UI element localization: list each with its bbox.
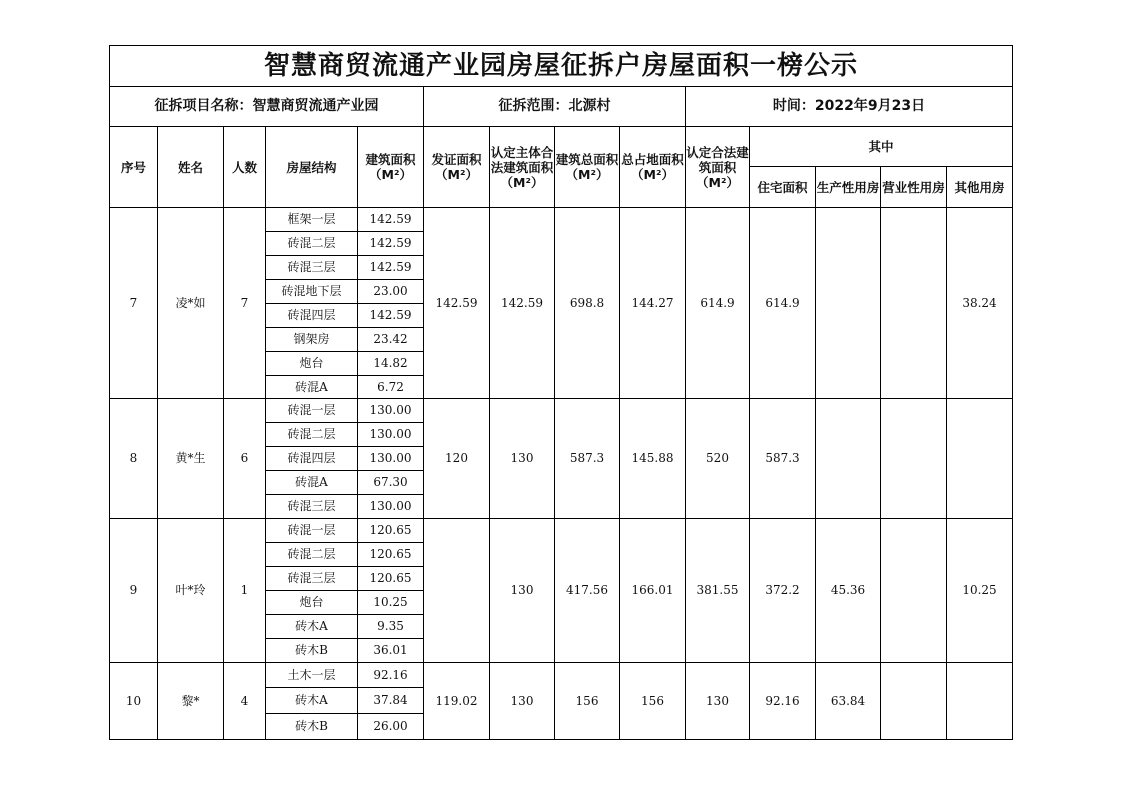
business-cell <box>881 663 947 740</box>
header-other: 其他用房 <box>947 167 1013 208</box>
total-area-cell: 587.3 <box>555 399 620 519</box>
page-title: 智慧商贸流通产业园房屋征拆户房屋面积一榜公示 <box>110 46 1013 87</box>
area-cell: 130.00 <box>358 399 424 423</box>
production-cell <box>816 208 881 399</box>
area-cell: 67.30 <box>358 471 424 495</box>
structure-cell: 砖混地下层 <box>266 280 358 304</box>
area-cell: 142.59 <box>358 304 424 328</box>
main-legal-cell: 130 <box>490 519 555 663</box>
structure-cell: 砖木A <box>266 615 358 639</box>
header-area: 建筑面积（M²） <box>358 127 424 208</box>
structure-cell: 砖混四层 <box>266 304 358 328</box>
header-cert-area: 发证面积（M²） <box>424 127 490 208</box>
project-name: 征拆项目名称：智慧商贸流通产业园 <box>110 87 424 127</box>
structure-cell: 炮台 <box>266 591 358 615</box>
seq-cell: 9 <box>110 519 158 663</box>
header-main-legal: 认定主体合法建筑面积（M²） <box>490 127 555 208</box>
seq-cell: 7 <box>110 208 158 399</box>
structure-cell: 砖混A <box>266 471 358 495</box>
structure-cell: 砖混三层 <box>266 495 358 519</box>
seq-cell: 8 <box>110 399 158 519</box>
legal-area-cell: 614.9 <box>686 208 750 399</box>
main-legal-cell: 142.59 <box>490 208 555 399</box>
area-cell: 26.00 <box>358 714 424 740</box>
structure-cell: 砖混四层 <box>266 447 358 471</box>
area-cell: 142.59 <box>358 208 424 232</box>
structure-cell: 砖混二层 <box>266 543 358 567</box>
area-cell: 120.65 <box>358 519 424 543</box>
area-cell: 142.59 <box>358 256 424 280</box>
area-cell: 23.42 <box>358 328 424 352</box>
persons-cell: 4 <box>224 663 266 740</box>
table-row <box>110 208 1013 232</box>
structure-cell: 砖混三层 <box>266 567 358 591</box>
business-cell <box>881 399 947 519</box>
cert-area-cell: 119.02 <box>424 663 490 740</box>
header-residential: 住宅面积 <box>750 167 816 208</box>
header-total-area: 建筑总面积（M²） <box>555 127 620 208</box>
structure-cell: 砖混A <box>266 376 358 399</box>
area-cell: 130.00 <box>358 495 424 519</box>
header-name: 姓名 <box>158 127 224 208</box>
table-row <box>110 663 1013 688</box>
header-business: 营业性用房 <box>881 167 947 208</box>
seq-cell: 10 <box>110 663 158 740</box>
production-cell <box>816 399 881 519</box>
area-cell: 120.65 <box>358 543 424 567</box>
legal-area-cell: 130 <box>686 663 750 740</box>
area-cell: 92.16 <box>358 663 424 688</box>
total-area-cell: 698.8 <box>555 208 620 399</box>
structure-cell: 炮台 <box>266 352 358 376</box>
area-cell: 23.00 <box>358 280 424 304</box>
area-cell: 10.25 <box>358 591 424 615</box>
total-area-cell: 156 <box>555 663 620 740</box>
land-area-cell: 145.88 <box>620 399 686 519</box>
structure-cell: 砖混一层 <box>266 519 358 543</box>
structure-cell: 砖混一层 <box>266 399 358 423</box>
area-cell: 130.00 <box>358 423 424 447</box>
persons-cell: 1 <box>224 519 266 663</box>
name-cell: 叶*玲 <box>158 519 224 663</box>
area-cell: 120.65 <box>358 567 424 591</box>
announcement-date: 时间：2022年9月23日 <box>686 87 1013 127</box>
structure-cell: 砖混二层 <box>266 423 358 447</box>
structure-cell: 砖混二层 <box>266 232 358 256</box>
land-area-cell: 144.27 <box>620 208 686 399</box>
table-row <box>110 399 1013 423</box>
structure-cell: 砖木B <box>266 714 358 740</box>
cert-area-cell <box>424 519 490 663</box>
total-area-cell: 417.56 <box>555 519 620 663</box>
land-area-cell: 156 <box>620 663 686 740</box>
header-legal-area: 认定合法建筑面积（M²） <box>686 127 750 208</box>
persons-cell: 7 <box>224 208 266 399</box>
structure-cell: 砖木B <box>266 639 358 663</box>
name-cell: 黄*生 <box>158 399 224 519</box>
main-legal-cell: 130 <box>490 663 555 740</box>
residential-cell: 587.3 <box>750 399 816 519</box>
structure-cell: 框架一层 <box>266 208 358 232</box>
residential-cell: 372.2 <box>750 519 816 663</box>
demolition-scope: 征拆范围：北源村 <box>424 87 686 127</box>
legal-area-cell: 381.55 <box>686 519 750 663</box>
area-cell: 37.84 <box>358 688 424 714</box>
land-area-cell: 166.01 <box>620 519 686 663</box>
header-production: 生产性用房 <box>816 167 881 208</box>
header-persons: 人数 <box>224 127 266 208</box>
main-legal-cell: 130 <box>490 399 555 519</box>
name-cell: 凌*如 <box>158 208 224 399</box>
legal-area-cell: 520 <box>686 399 750 519</box>
residential-cell: 614.9 <box>750 208 816 399</box>
area-cell: 142.59 <box>358 232 424 256</box>
structure-cell: 土木一层 <box>266 663 358 688</box>
header-seq: 序号 <box>110 127 158 208</box>
area-cell: 36.01 <box>358 639 424 663</box>
residential-cell: 92.16 <box>750 663 816 740</box>
header-structure: 房屋结构 <box>266 127 358 208</box>
table-row <box>110 519 1013 543</box>
cert-area-cell: 120 <box>424 399 490 519</box>
production-cell: 45.36 <box>816 519 881 663</box>
other-cell <box>947 663 1013 740</box>
announcement-table <box>109 45 1013 740</box>
cert-area-cell: 142.59 <box>424 208 490 399</box>
other-cell: 10.25 <box>947 519 1013 663</box>
other-cell <box>947 399 1013 519</box>
area-cell: 9.35 <box>358 615 424 639</box>
business-cell <box>881 208 947 399</box>
persons-cell: 6 <box>224 399 266 519</box>
business-cell <box>881 519 947 663</box>
area-cell: 130.00 <box>358 447 424 471</box>
other-cell: 38.24 <box>947 208 1013 399</box>
structure-cell: 钢架房 <box>266 328 358 352</box>
area-cell: 6.72 <box>358 376 424 399</box>
area-cell: 14.82 <box>358 352 424 376</box>
name-cell: 黎* <box>158 663 224 740</box>
structure-cell: 砖木A <box>266 688 358 714</box>
header-of-which: 其中 <box>750 127 1013 167</box>
header-land-area: 总占地面积（M²） <box>620 127 686 208</box>
production-cell: 63.84 <box>816 663 881 740</box>
structure-cell: 砖混三层 <box>266 256 358 280</box>
